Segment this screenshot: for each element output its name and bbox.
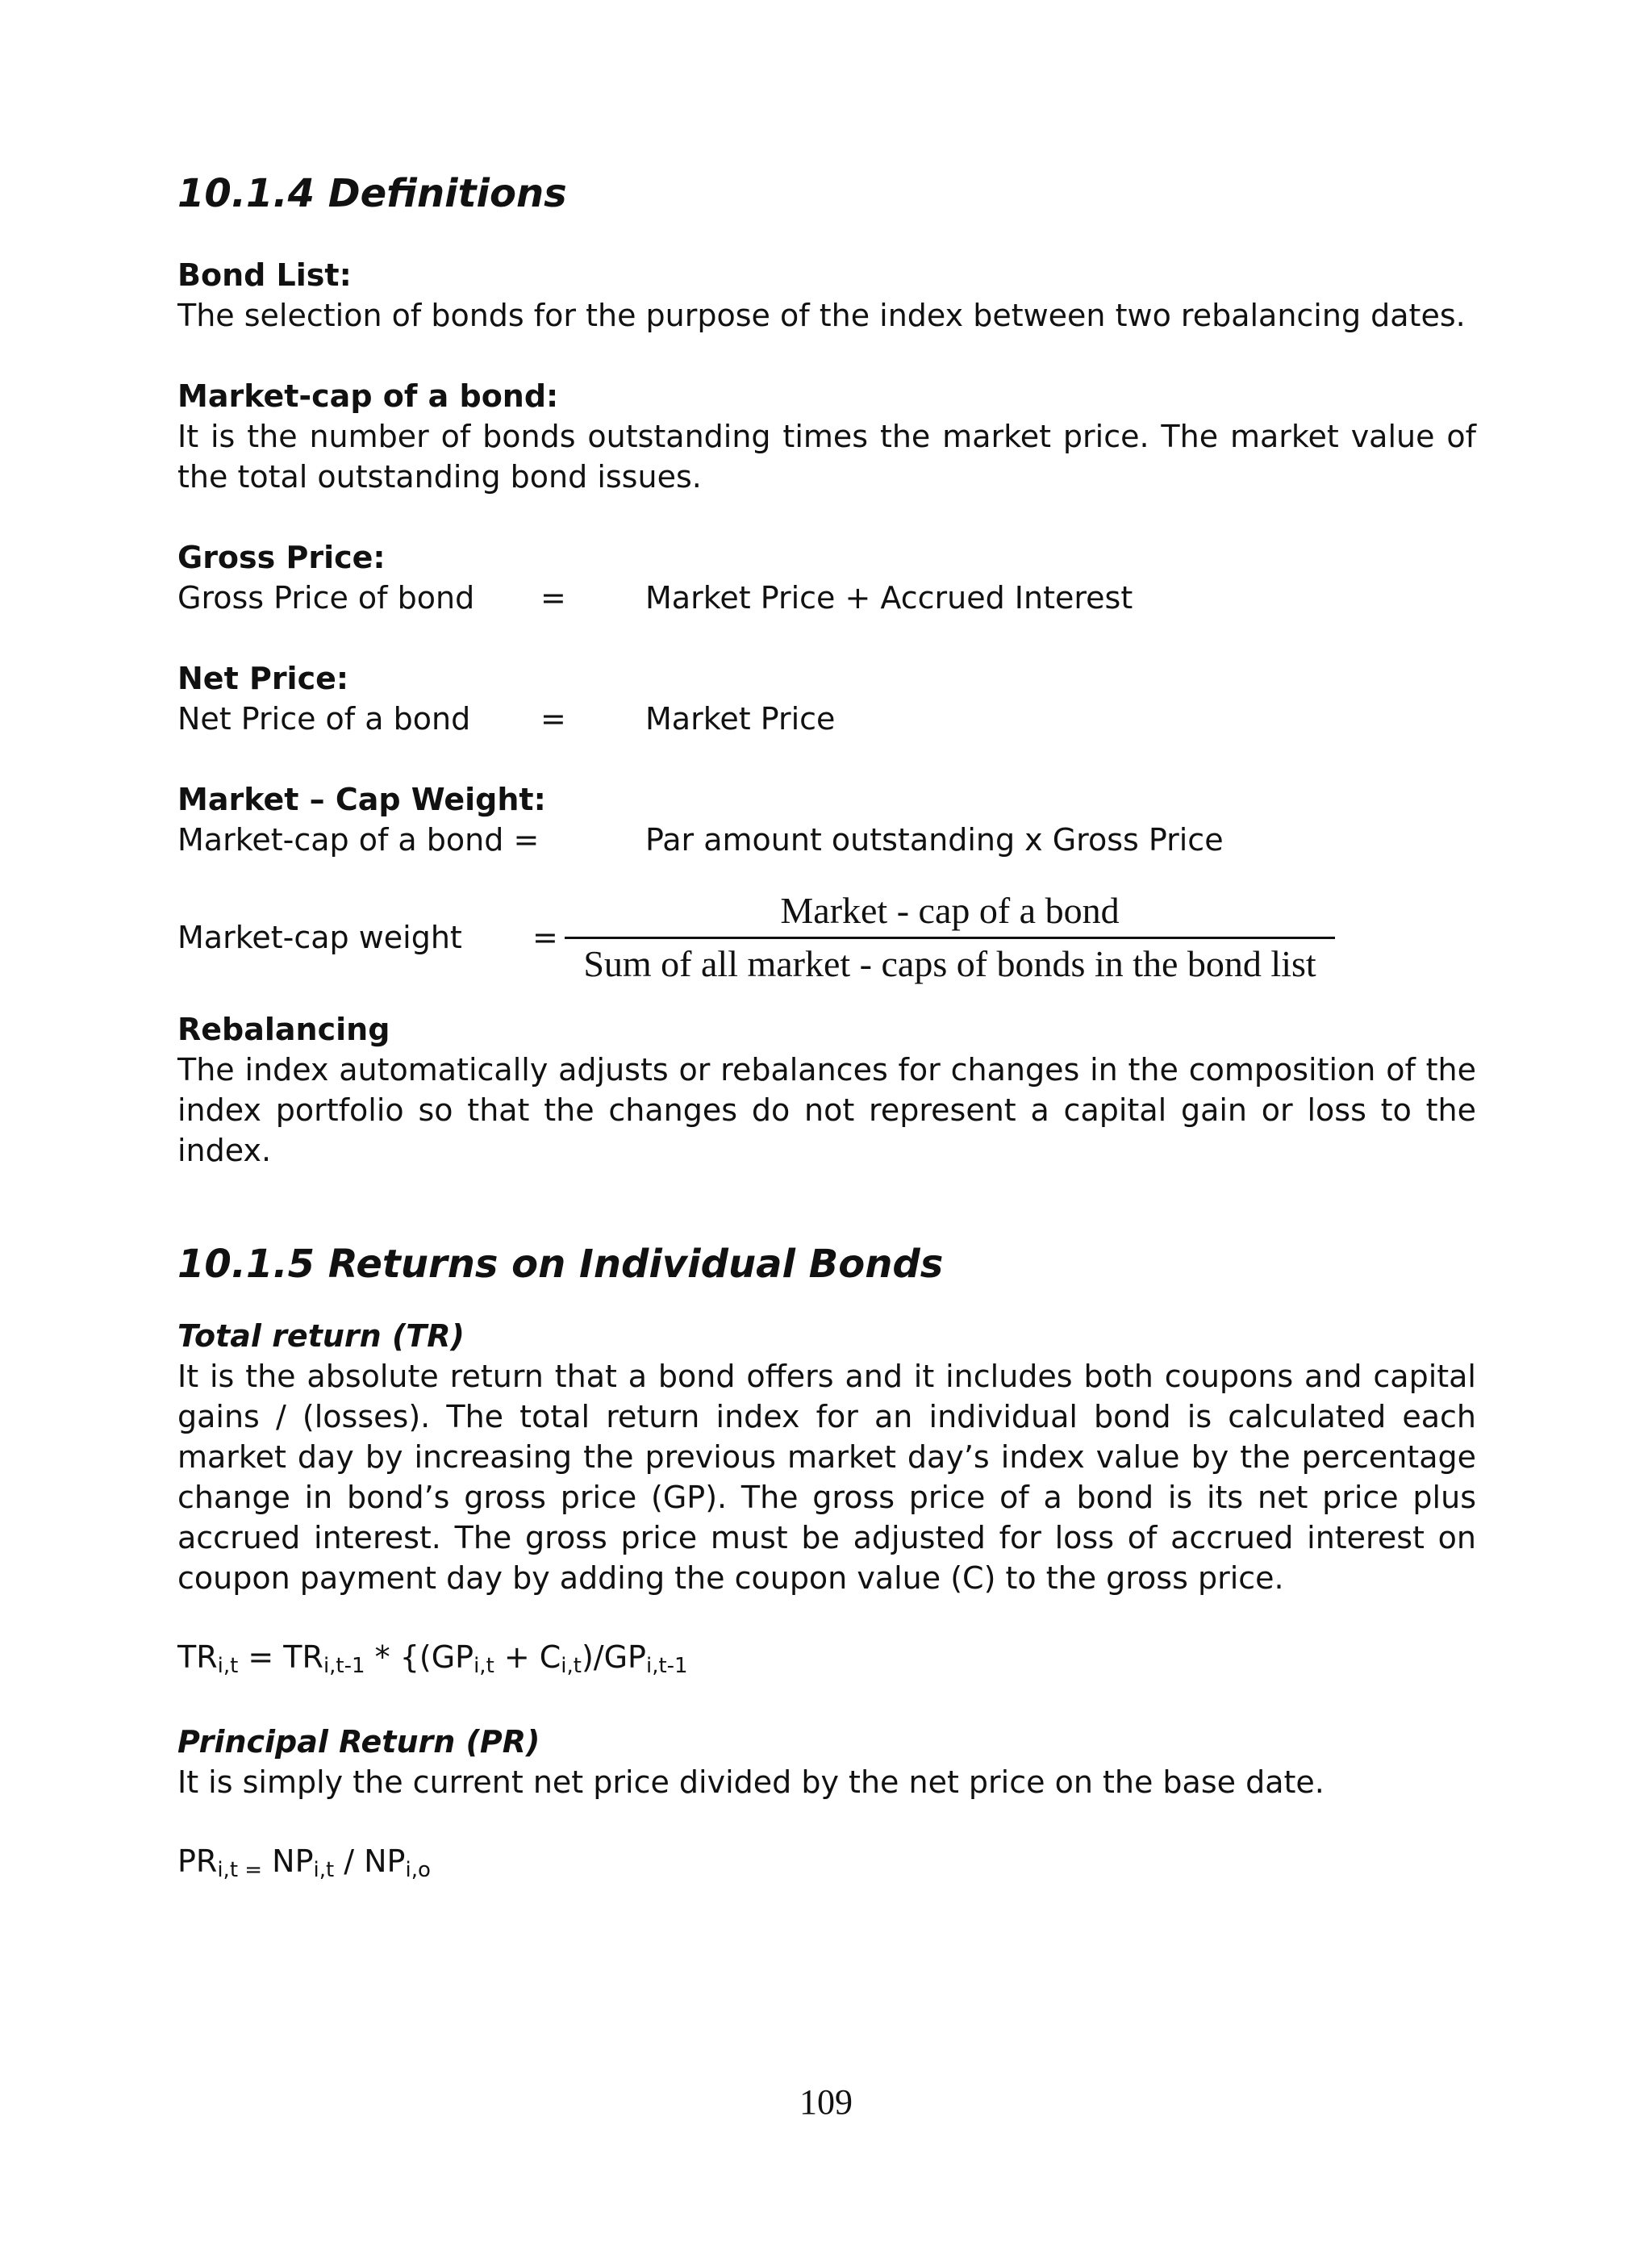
- equation-rhs: Market Price + Accrued Interest: [645, 580, 1133, 616]
- definition-net-price: [177, 658, 1476, 739]
- definition-label: Market-cap of a bond:: [177, 378, 559, 414]
- definition-market-cap: [177, 376, 1476, 497]
- definition-label: Bond List:: [177, 257, 352, 293]
- equation-lhs: Net Price of a bond: [177, 701, 471, 737]
- fraction: [565, 889, 1335, 985]
- total-return-block: [177, 1316, 1476, 1686]
- section-heading-definitions: 10.1.4 Definitions: [177, 171, 567, 216]
- section-heading-returns: 10.1.5 Returns on Individual Bonds: [177, 1242, 944, 1287]
- formula-part: / NP: [334, 1843, 406, 1879]
- definition-text: The selection of bonds for the purpose of the index between two rebalancing dates.: [177, 298, 1466, 333]
- formula-subscript: i,t-1: [323, 1654, 365, 1678]
- formula-subscript: i,t: [473, 1654, 494, 1678]
- net-price-equation: [177, 699, 1476, 739]
- formula-part: * {(GP: [365, 1639, 474, 1675]
- equation-lhs: Gross Price of bond: [177, 580, 475, 616]
- formula-part: )/GP: [581, 1639, 646, 1675]
- formula-subscript: i,t: [217, 1654, 239, 1678]
- equation-lhs: Market-cap of a bond =: [177, 822, 540, 858]
- formula-subscript: i,t =: [217, 1858, 263, 1882]
- definition-text: It is the number of bonds outstanding times the market price. The market value of the total outstanding bond issues.: [177, 419, 1476, 495]
- principal-return-formula: [177, 1841, 1476, 1890]
- definition-cap-weight: [177, 779, 1476, 985]
- subheading-principal-return: Principal Return (PR): [177, 1724, 540, 1760]
- definition-bond-list: [177, 255, 1476, 336]
- definition-label: Market – Cap Weight:: [177, 782, 546, 817]
- formula-part: = TR: [238, 1639, 323, 1675]
- definition-gross-price: [177, 537, 1476, 618]
- total-return-text: It is the absolute return that a bond offers and it includes both coupons and capital gains / (losses). The total return index for an individual bond is calculated each market day by increasing the previous market day’s index value by the percentage change in bond’s gross price (GP). The gross price of a bond is its net price plus accrued interest. The gross price must be adjusted for loss of accrued interest on coupon payment day by adding the coupon value (C) to the gross price.: [177, 1359, 1476, 1596]
- market-cap-equation: [177, 820, 1476, 860]
- formula-subscript: i,t-1: [645, 1654, 688, 1678]
- equals-sign: =: [532, 919, 558, 955]
- equation-rhs: Market Price: [645, 701, 836, 737]
- principal-return-text: It is simply the current net price divided by the net price on the base date.: [177, 1764, 1325, 1800]
- definition-label: Net Price:: [177, 661, 349, 696]
- equals-sign: =: [540, 701, 566, 737]
- definition-rebalancing: [177, 1009, 1476, 1171]
- gross-price-equation: [177, 578, 1476, 618]
- fraction-denominator: Sum of all market - caps of bonds in the bond list: [583, 943, 1316, 984]
- formula-subscript: i,o: [405, 1858, 431, 1882]
- formula-part: TR: [177, 1639, 218, 1675]
- page-content: [177, 168, 1476, 1890]
- principal-return-block: [177, 1722, 1476, 1890]
- equation-rhs: Par amount outstanding x Gross Price: [645, 822, 1224, 858]
- page-number: 109: [799, 2082, 853, 2122]
- fraction-numerator: Market - cap of a bond: [780, 890, 1120, 931]
- cap-weight-equation: [177, 889, 1476, 985]
- definition-label: Gross Price:: [177, 540, 386, 575]
- subheading-total-return: Total return (TR): [177, 1318, 465, 1354]
- total-return-formula: [177, 1637, 1476, 1686]
- formula-part: NP: [262, 1843, 314, 1879]
- formula-subscript: i,t: [313, 1858, 335, 1882]
- definition-label: Rebalancing: [177, 1012, 390, 1047]
- equation-lhs: Market-cap weight: [177, 919, 462, 955]
- formula-part: PR: [177, 1843, 218, 1879]
- definition-text: The index automatically adjusts or rebalances for changes in the composition of the index portfolio so that the changes do not represent a capital gain or loss to the index.: [177, 1052, 1476, 1168]
- formula-subscript: i,t: [561, 1654, 582, 1678]
- equals-sign: =: [540, 580, 566, 616]
- formula-part: + C: [494, 1639, 561, 1675]
